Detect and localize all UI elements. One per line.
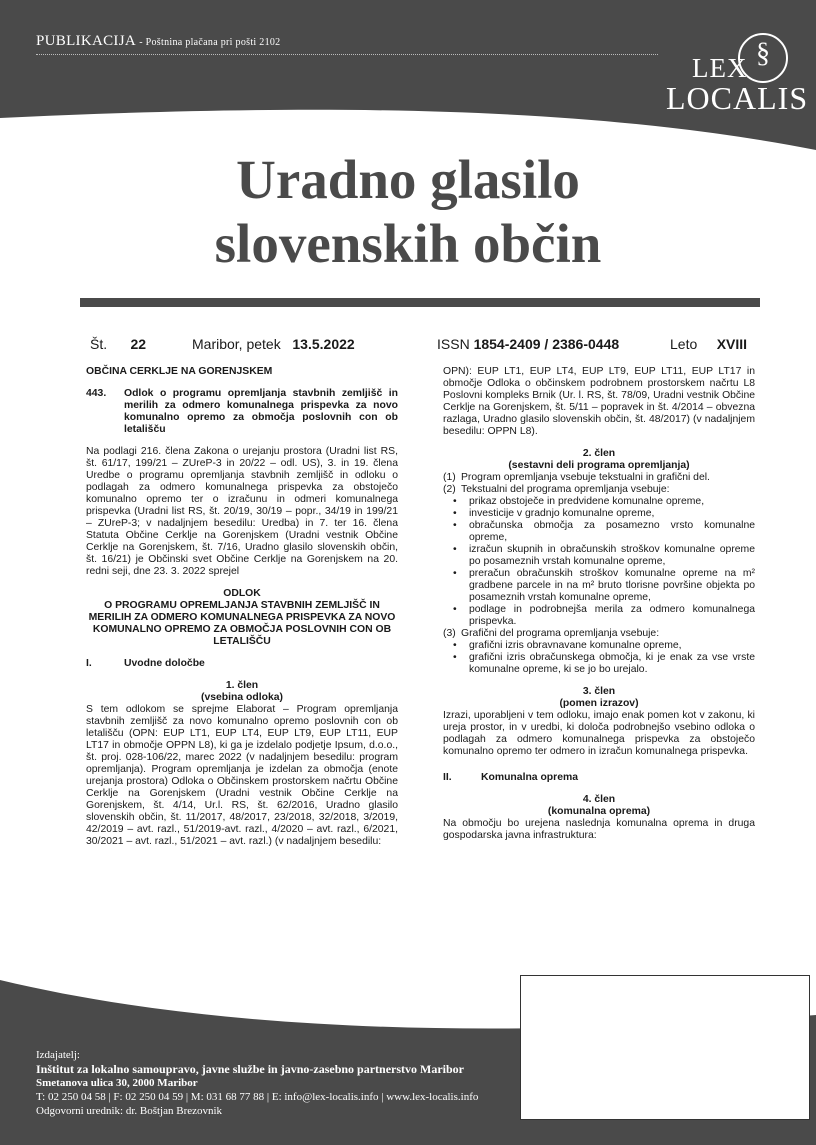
section-1-title: Uvodne določbe: [124, 658, 205, 669]
para-text: Tekstualni del programa opremljanja vsebuje:: [461, 484, 670, 495]
section-2-title: Komunalna oprema: [481, 772, 578, 783]
section-sign-icon: §: [756, 38, 770, 69]
left-column: [86, 366, 398, 848]
list-item: • grafični izris obračunskega območja, ki je enak za vse vrste komunalne opreme, ki se jo bo urejalo.: [453, 652, 755, 675]
publisher-address: Smetanova ulica 30, 2000 Maribor: [36, 1077, 198, 1089]
section-1-heading: [86, 658, 398, 670]
list-item: • investicije v gradnjo komunalne opreme,: [453, 508, 655, 519]
article-4-text: Na območju bo urejena naslednja komunalna oprema in druga gospodarska javna infrastruktura:: [443, 818, 755, 841]
article-1-text: S tem odlokom se sprejme Elaborat – Program opremljanja stavbnih zemljišč za novo komunalno opremo poslovnih con ob letališču (OPN: EUP LT1, EUP LT4, EUP LT9, EUP LT11, EUP LT17 in območje OPPN L8), ki ga je izdelalo podjetje Ipsum, d.o.o., št. proj. 028-106/22, marec 2022 (v nadaljnjem besedilu: program opremljanja). Program opremljanja je izdelan za območja (enote urejanja prostora) Odloka o Občinskem prostorskem načrtu Občine Cerklje na Gorenjskem (Uradni vestnik Občine Cerklje na Gorenjskem, št. 4/14, Ur.l. RS, št. 62/2016, Uradno glasilo slovenskih občin, št. 11/2017, 48/2017, 23/2018, 32/2018, 3/2019, 42/2019 – avt. razl., 51/2019-avt. razl., 4/2020 – avt. razl., 6/2021, 30/2021 – avt. razl., 51/2021 – avt. razl.) (v nadaljnjem besedilu:: [86, 704, 398, 847]
para-number: (1): [443, 472, 456, 483]
article-2-title: (sestavni deli programa opremljanja): [508, 460, 690, 471]
issn-label: ISSN: [437, 336, 470, 352]
bullet-icon: •: [453, 652, 457, 663]
bullet-icon: •: [453, 568, 457, 579]
issue-number-value: 22: [130, 336, 147, 352]
article-3-number: 3. člen: [582, 686, 616, 697]
right-column: [443, 366, 755, 842]
bullet-icon: •: [453, 544, 457, 555]
para-text: Grafični del programa opremljanja vsebuje:: [461, 628, 660, 639]
journal-title-line1: Uradno glasilo: [236, 149, 580, 210]
publisher-name: Inštitut za lokalno samoupravo, javne službe in javno-zasebno partnerstvo Maribor: [36, 1062, 465, 1076]
article-3-title: (pomen izrazov): [559, 698, 639, 709]
para-number: (3): [443, 628, 456, 639]
issue-number-label: Št.: [90, 336, 108, 352]
publication-label: PUBLIKACIJA: [36, 33, 136, 49]
odlok-title: O PROGRAMU OPREMLJANJA STAVBNIH ZEMLJIŠČ IN MERILIH ZA ODMERO KOMUNALNEGA PRISPEVKA ZA NOVO KOMUNALNO OPREMO ZA OBMOČJA POSLOVNIH CON OB LETALIŠČU: [88, 600, 396, 647]
bullet-icon: •: [453, 508, 457, 519]
title-rule: [80, 298, 760, 307]
bullet-icon: •: [453, 496, 457, 507]
article-2-para-3: [443, 628, 755, 640]
issue-date: [192, 336, 355, 352]
postage-note: - Poštnina plačana pri pošti 2102: [139, 37, 281, 48]
dotted-divider: [36, 54, 658, 55]
list-item: • podlage in podrobnejša merila za odmero komunalnega prispevka.: [453, 604, 755, 627]
section-2-number: II.: [443, 772, 452, 783]
journal-title-line2: slovenskih občin: [214, 213, 602, 274]
publisher-contacts: T: 02 250 04 58 | F: 02 250 04 59 | M: 031 68 77 88 | E: info@lex-localis.info | www.lex-localis.info: [36, 1091, 479, 1103]
issn-value: 1854-2409 / 2386-0448: [473, 336, 620, 352]
article-1-number: 1. člen: [225, 680, 259, 691]
publisher-label: Izdajatelj:: [36, 1049, 80, 1061]
article-1-title: (vsebina odloka): [201, 692, 283, 703]
para-text: Program opremljanja vsebuje tekstualni in grafični del.: [461, 472, 710, 483]
article-4-title: (komunalna oprema): [547, 806, 651, 817]
section-2-heading: [443, 772, 755, 784]
footer-info: [36, 1048, 478, 1118]
list-item: • obračunska območja za posamezno vrsto komunalne opreme,: [453, 520, 755, 543]
blank-box: [520, 975, 810, 1120]
list-item: • grafični izris obravnavane komunalne opreme,: [453, 640, 682, 651]
bullet-icon: •: [453, 520, 457, 531]
responsible-editor: Odgovorni urednik: dr. Boštjan Brezovnik: [36, 1105, 223, 1117]
publication-line: [36, 33, 281, 50]
municipality-heading: OBČINA CERKLJE NA GORENJSKEM: [86, 366, 273, 377]
issue-number: [90, 336, 146, 352]
article-2-number: 2. člen: [582, 448, 616, 459]
issue-year: [670, 336, 747, 352]
list-item: • izračun skupnih in obračunskih stroškov komunalne opreme po posameznih vrstah komunalne opreme,: [453, 544, 755, 567]
article-2-para-1: [443, 472, 755, 484]
para-number: (2): [443, 484, 456, 495]
list-item: • prikaz obstoječe in predvidene komunalne opreme,: [453, 496, 705, 507]
article-4-number: 4. člen: [582, 794, 616, 805]
issue-date-value: 13.5.2022: [292, 336, 355, 352]
act-title: Odlok o programu opremljanja stavbnih zemljišč in merilih za odmero komunalnega prispevka za novo komunalno opremo za območja poslovnih con ob letališču: [124, 388, 398, 435]
act-heading: [86, 388, 398, 436]
issue-year-value: XVIII: [716, 336, 748, 352]
preamble-text: Na podlagi 216. člena Zakona o urejanju prostora (Uradni list RS, št. 61/17, 199/21 – ZUreP-3 in 20/22 – odl. US), 3. in 19. člena Uredbe o programu opremljanja stavbnih zemljišč in odloku o podlagah za odmero komunalnega prispevka za obstoječo komunalno opremo ter o izračunu in odmeri komunalnega prispevka (Uradni list RS, št. 20/19, 30/19 – popr., 34/19 in 199/21 – ZUreP-3; v nadaljnjem besedilu: Uredba) in 7. ter 16. člena Statuta Občine Cerklje na Gorenjskem (Uradni vestnik Občine Cerklje na Gorenjskem, št. 7/16, Uradno glasilo slovenskih občin, št. 16/21) je Občinski svet Občine Cerklje na Gorenjskem na 20. redni seji, dne 23. 3. 2022 sprejel: [86, 446, 398, 577]
issue-place-day: Maribor, petek: [192, 336, 281, 352]
continued-text: OPN): EUP LT1, EUP LT4, EUP LT9, EUP LT11, EUP LT17 in območje Odloka o občinskem podrobnem prostorskem načrtu L8 Poslovni kompleks Brnik (Ur. l. RS, št. 78/09, Uradni vestnik Občine Cerklje na Gorenjskem, št. 5/11 – popravek in št. 4/2014 – obvezna razlaga, Uradno glasilo slovenskih občin, št. 48/2017) (v nadaljnjem besedilu: OPPN L8).: [443, 366, 755, 437]
issue-year-label: Leto: [670, 336, 698, 352]
bullet-icon: •: [453, 604, 457, 615]
journal-title: [80, 148, 736, 276]
issn: [437, 336, 619, 352]
act-number: 443.: [86, 388, 107, 399]
article-3-text: Izrazi, uporabljeni v tem odloku, imajo enak pomen kot v zakonu, ki ureja prostor, in v uredbi, ki določa podrobnejšo vsebino odloka o podlagah za odmero komunalnega prispevka za obstoječo komunalno opremo ter odmero in izračun komunalnega prispevka.: [443, 710, 755, 757]
list-item: • preračun obračunskih stroškov komunalne opreme na m² gradbene parcele in na m² bruto tlorisne površine objekta po posameznih vrstah komunalne opreme,: [453, 568, 755, 603]
article-2-para-2: [443, 484, 755, 496]
bullet-icon: •: [453, 640, 457, 651]
odlok-heading: ODLOK: [223, 588, 261, 599]
logo-text-localis: LOCALIS: [666, 80, 809, 116]
section-1-number: I.: [86, 658, 92, 669]
logo-text-lex: LEX: [692, 53, 748, 83]
